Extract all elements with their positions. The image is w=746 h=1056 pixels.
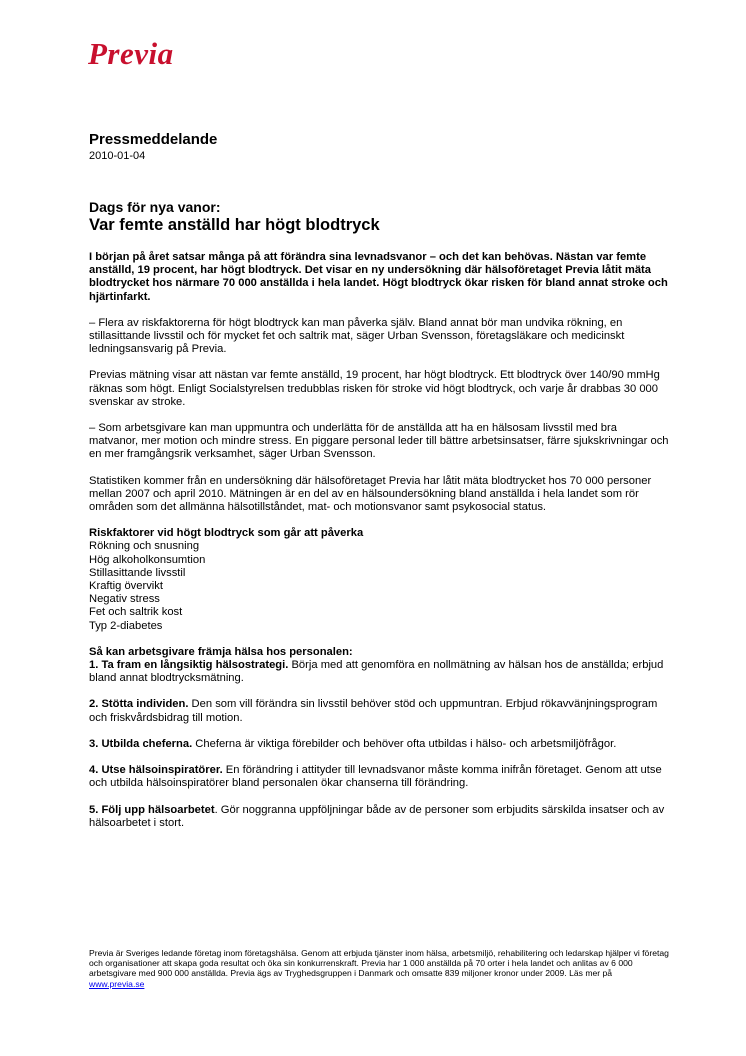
step-text: . Gör noggranna uppföljningar både av de personer som erbjudits särskilda insatser och av hälsoarbetet i stort. [89, 803, 665, 829]
company-footer [89, 948, 669, 989]
body-paragraph: – Som arbetsgivare kan man uppmuntra och underlätta för de anställda att ha en hälsosam livsstil med bra matvanor, mer motion och mindre stress. En piggare personal leder till bättre arbetsinsatser, färre sjukskrivningar och en mer framgångsrik verksamhet, säger Urban Svensson. [89, 422, 669, 461]
step-paragraph [89, 764, 669, 790]
steps-title: Så kan arbetsgivare främja hälsa hos personalen: [89, 645, 353, 658]
article-headline: Var femte anställd har högt blodtryck [89, 216, 380, 234]
article-body [89, 251, 669, 843]
step-paragraph [89, 646, 669, 686]
risk-factors-list [89, 527, 669, 633]
body-paragraph: – Flera av riskfaktorerna för högt blodtryck kan man påverka själv. Bland annat bör man undvika rökning, en stillasittande livsstil och för mycket fet och saltrik mat, säger Urban Svensson, företagsläkare och medicinskt ledningsansvarig på Previa. [89, 316, 625, 356]
step-title: 1. Ta fram en långsiktig hälsostrategi. [89, 659, 289, 672]
list-item: Fet och saltrik kost [89, 606, 183, 619]
list-item: Stillasittande livsstil [89, 566, 186, 579]
step-paragraph [89, 804, 669, 830]
step-text: Börja med att genomföra en nollmätning av hälsan hos de anställda; erbjud bland annat blodtrycksmätning. [89, 659, 664, 685]
step-title: 3. Utbilda cheferna. [89, 737, 193, 750]
step-paragraph [89, 698, 669, 724]
previa-logo: Previa [88, 36, 174, 71]
list-item: Typ 2-diabetes [89, 619, 163, 632]
lead-paragraph: I början på året satsar många på att förändra sina levnadsvanor – och det kan behövas. Nästan var femte anställd, 19 procent, har högt blodtryck. Det visar en ny undersökning där hälsoföretaget Previa låtit mäta blodtrycket hos närmare 70 000 anställda i hela landet. Högt blodtryck ökar risken för bland annat stroke och hjärtinfarkt. [89, 251, 668, 303]
article-kicker: Dags för nya vanor: [89, 199, 221, 215]
list-item: Kraftig övervikt [89, 580, 163, 593]
body-paragraph: Statistiken kommer från en undersökning där hälsoföretaget Previa har låtit mäta blodtrycket hos 70 000 personer mellan 2007 och april 2010. Mätningen är en del av en hälsoundersökning bland anställda i hela landet som rör områden som det allmänna hälsotillståndet, mat- och motionsvanor samt psykosocial status. [89, 474, 652, 514]
footer-text: Previa är Sveriges ledande företag inom företagshälsa. Genom att erbjuda tjänster inom hälsa, arbetsmiljö, rehabilitering och ledarskap hjälper vi företag och organisationer att skapa goda resultat och öka sin konkurrenskraft. Previa har 1 000 anställda på 70 orter i hela landet och anlitas av 6 000 arbetsgivare med 900 000 anställda. Previa ägs av Tryghedsgruppen i Danmark och omsatte 839 miljoner kronor under 2009. Läs mer på [89, 948, 669, 979]
list-item: Rökning och snusning [89, 540, 200, 553]
step-title: 4. Utse hälsoinspiratörer. [89, 764, 223, 777]
body-paragraph: Previas mätning visar att nästan var femte anställd, 19 procent, har högt blodtryck. Ett blodtryck över 140/90 mmHg räknas som högt. Enligt Socialstyrelsen tredubblas risken för stroke vid högt blodtryck, och varje år drabbas 30 000 svenskar av stroke. [89, 369, 660, 408]
step-text: En förändring i attityder till levnadsvanor måste komma inifrån företaget. Genom att utse och utbilda hälsoinspiratörer bland personalen ökar chanserna till förändring. [89, 764, 662, 790]
step-title: 2. Stötta individen. [89, 698, 189, 711]
risk-factors-title: Riskfaktorer vid högt blodtryck som går att påverka [89, 527, 364, 540]
list-item: Hög alkoholkonsumtion [89, 553, 206, 566]
document-date: 2010-01-04 [89, 150, 146, 162]
step-title: 5. Följ upp hälsoarbetet [89, 803, 215, 816]
step-text: Den som vill förändra sin livsstil behöver stöd och uppmuntran. Erbjud rökavvänjningsprogram och friskvårdsbidrag till motion. [89, 698, 658, 724]
website-link[interactable]: www.previa.se [89, 978, 145, 989]
step-paragraph [89, 738, 669, 751]
list-item: Negativ stress [89, 593, 160, 606]
step-text: Cheferna är viktiga förebilder och behöver ofta utbildas i hälso- och arbetsmiljöfrågor. [192, 737, 617, 750]
document-type: Pressmeddelande [89, 131, 218, 148]
